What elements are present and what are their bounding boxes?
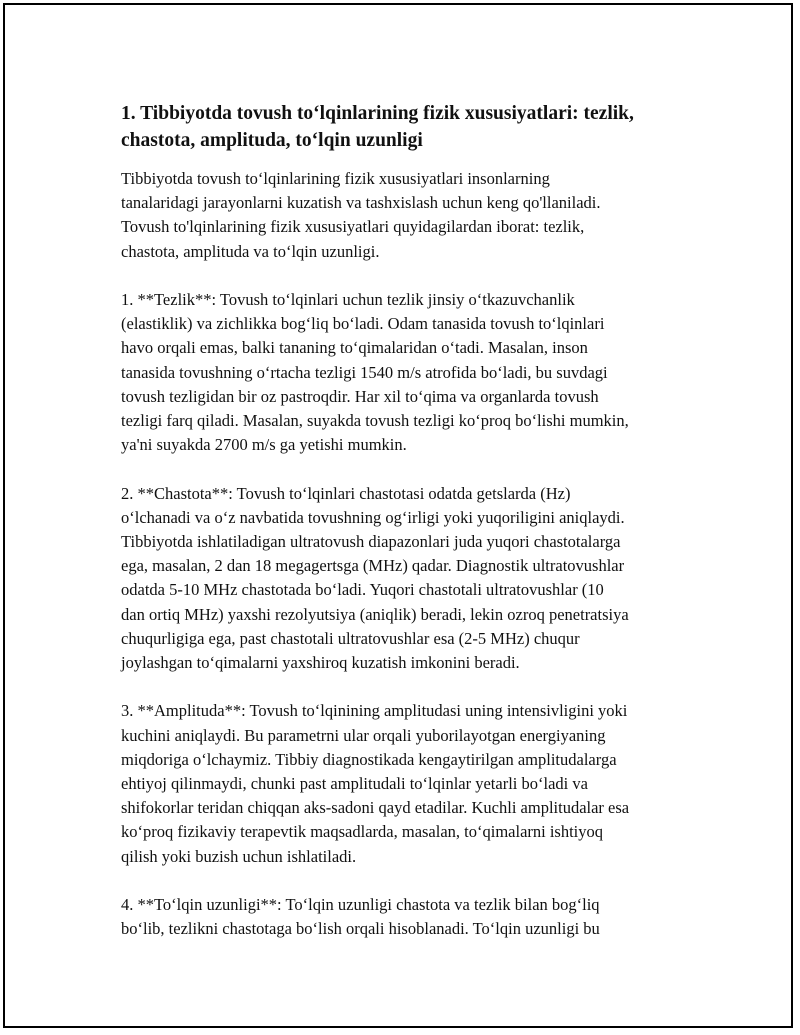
text-line: kuchini aniqlaydi. Bu parametrni ular orqali yuborilayotgan energiyaning (121, 725, 606, 745)
heading-line: chastota, amplituda, to‘lqin uzunligi (121, 130, 423, 151)
text-line: chuqurligiga ega, past chastotali ultratovushlar esa (2-5 MHz) chuqur (121, 628, 580, 648)
paragraph-gap (121, 869, 701, 893)
text-line: 4. **To‘lqin uzunligi**: To‘lqin uzunligi chastota va tezlik bilan bog‘liq (121, 895, 600, 915)
text-line: tezligi farq qiladi. Masalan, suyakda tovush tezligi ko‘proq bo‘lishi mumkin, (121, 411, 629, 431)
text-line: 3. **Amplituda**: Tovush to‘lqinining amplitudasi uning intensivligini yoki (121, 701, 628, 721)
spacer (121, 154, 701, 167)
text-line: ya'ni suyakda 2700 m/s ga yetishi mumkin. (121, 435, 407, 455)
intro-paragraph (121, 167, 701, 264)
text-line: o‘lchanadi va o‘z navbatida tovushning og‘irligi yoki yuqoriligini aniqlaydi. (121, 507, 625, 527)
text-line: ehtiyoj qilinmaydi, chunki past amplitudali to‘lqinlar yetarli bo‘ladi va (121, 774, 588, 794)
text-line: ega, masalan, 2 dan 18 megagertsga (MHz) qadar. Diagnostik ultratovushlar (121, 556, 625, 576)
text-line: 1. **Tezlik**: Tovush to‘lqinlari uchun tezlik jinsiy o‘tkazuvchanlik (121, 290, 575, 309)
speed-paragraph (121, 288, 701, 457)
text-line: shifokorlar teridan chiqqan aks-sadoni qayd etadilar. Kuchli amplitudalar esa (121, 798, 630, 818)
paragraph-gap (121, 264, 701, 288)
text-line: 2. **Chastota**: Tovush to‘lqinlari chastotasi odatda getslarda (Hz) (121, 483, 571, 503)
text-line: tanalaridagi jarayonlarni kuzatish va tashxislash uchun keng qo'llaniladi. (121, 193, 601, 213)
paragraph-gap (121, 675, 701, 699)
text-line: Tovush to'lqinlarining fizik xususiyatlari quyidagilardan iborat: tezlik, (121, 217, 585, 237)
frequency-paragraph (121, 482, 701, 676)
document-page (3, 3, 793, 1028)
text-line: ko‘proq fizikaviy terapevtik maqsadlarda, masalan, to‘qimalarni ishtiyoq (121, 822, 604, 842)
text-line: tanasida tovushning o‘rtacha tezligi 1540 m/s atrofida bo‘ladi, bu suvdagi (121, 362, 608, 382)
section-heading (121, 100, 701, 154)
document-body (121, 100, 701, 941)
text-line: odatda 5-10 MHz chastotada bo‘ladi. Yuqori chastotali ultratovushlar (10 (121, 580, 604, 600)
text-line: Tibbiyotda tovush to‘lqinlarining fizik xususiyatlari insonlarning (121, 169, 550, 188)
text-line: chastota, amplituda va to‘lqin uzunligi. (121, 241, 380, 261)
heading-line: 1. Tibbiyotda tovush to‘lqinlarining fizik xususiyatlari: tezlik, (121, 103, 634, 124)
text-line: joylashgan to‘qimalarni yaxshiroq kuzatish imkonini beradi. (121, 653, 520, 673)
text-line: qilish yoki buzish uchun ishlatiladi. (121, 846, 357, 866)
text-line: dan ortiq MHz) yaxshi rezolyutsiya (aniqlik) beradi, lekin ozroq penetratsiya (121, 604, 629, 624)
amplitude-paragraph (121, 699, 701, 868)
text-line: tovush tezligidan bir oz pastroqdir. Har xil to‘qima va organlarda tovush (121, 386, 599, 406)
wavelength-paragraph (121, 893, 701, 941)
text-line: (elastiklik) va zichlikka bog‘liq bo‘ladi. Odam tanasida tovush to‘lqinlari (121, 314, 605, 334)
text-line: Tibbiyotda ishlatiladigan ultratovush diapazonlari juda yuqori chastotalarga (121, 532, 621, 552)
paragraph-gap (121, 457, 701, 481)
text-line: bo‘lib, tezlikni chastotaga bo‘lish orqali hisoblanadi. To‘lqin uzunligi bu (121, 919, 600, 939)
text-line: havo orqali emas, balki tananing to‘qimalaridan o‘tadi. Masalan, inson (121, 338, 588, 358)
text-line: miqdoriga o‘lchaymiz. Tibbiy diagnostikada kengaytirilgan amplitudalarga (121, 749, 617, 769)
